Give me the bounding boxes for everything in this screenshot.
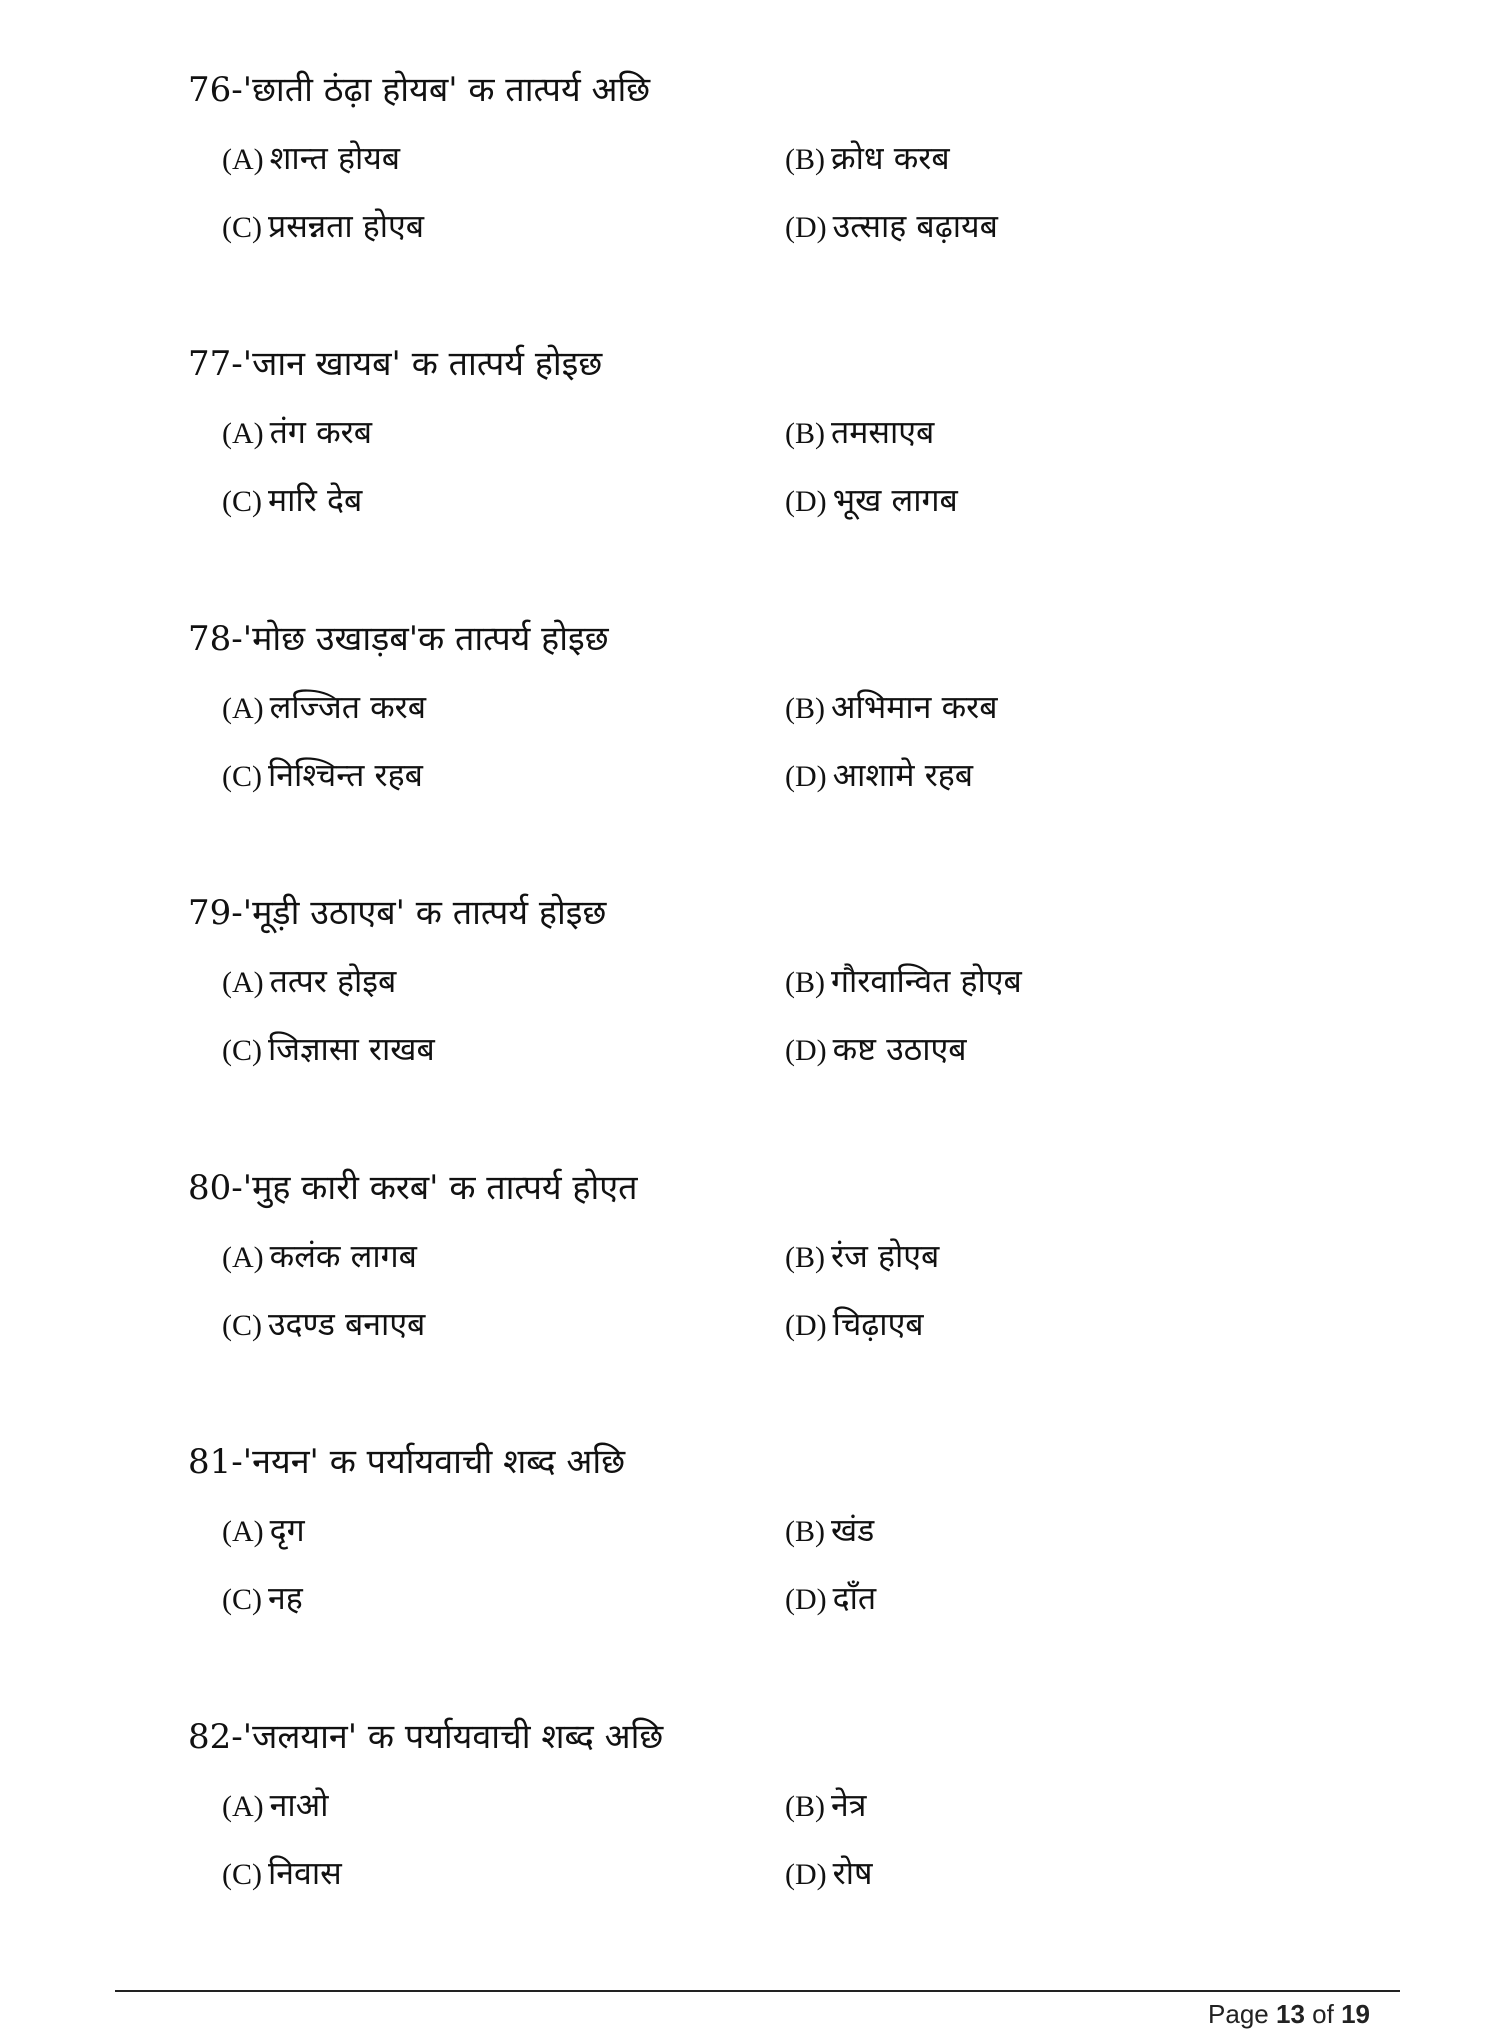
option-letter: (C) [222,1583,262,1616]
option-c [222,1576,303,1622]
option-text: लज्जित करब [269,688,427,726]
option-c [222,753,423,799]
option-text: नाओ [269,1786,329,1824]
option-b [785,685,998,731]
option-letter: (B) [785,1241,825,1274]
question-text: 80-'मुह कारी करब' क तात्पर्य होएत [188,1168,638,1208]
question-text: 76-'छाती ठंढ़ा होयब' क तात्पर्य अछि [188,70,651,110]
option-letter: (D) [785,760,827,793]
option-d [785,1027,966,1073]
option-a [222,1508,305,1554]
option-letter: (C) [222,211,262,244]
option-letter: (D) [785,211,827,244]
question-text: 77-'जान खायब' क तात्पर्य होइछ [188,344,603,384]
option-letter: (B) [785,1790,825,1823]
option-text: रंज होएब [831,1237,940,1275]
option-letter: (A) [222,1515,264,1548]
option-letter: (B) [785,966,825,999]
question-81 [188,1440,1388,1484]
option-letter: (D) [785,1583,827,1616]
option-text: गौरवान्वित होएब [831,962,1022,1000]
option-c [222,204,424,250]
option-c [222,1302,425,1348]
option-text: शान्त होयब [269,139,401,177]
page-number [1208,1998,1370,2030]
option-d [785,478,958,524]
option-letter: (C) [222,1858,262,1891]
question-text: 78-'मोछ उखाड़ब'क तात्पर्य होइछ [188,619,609,659]
option-text: जिज्ञासा राखब [268,1030,435,1068]
option-a [222,1234,417,1280]
option-text: चिढ़ाएब [832,1305,924,1343]
option-letter: (A) [222,1790,264,1823]
option-a [222,959,396,1005]
page-total: 19 [1341,1999,1370,2029]
option-text: क्रोध करब [831,139,950,177]
option-text: तत्पर होइब [269,962,397,1000]
option-text: निवास [268,1854,342,1892]
option-text: उत्साह बढ़ायब [832,207,998,245]
option-b [785,959,1022,1005]
option-letter: (B) [785,143,825,176]
page-current: 13 [1276,1999,1305,2029]
option-text: कलंक लागब [269,1237,417,1275]
option-text: उदण्ड बनाएब [268,1305,426,1343]
question-80 [188,1166,1388,1210]
option-letter: (C) [222,1309,262,1342]
option-letter: (C) [222,760,262,793]
option-letter: (D) [785,1034,827,1067]
option-text: खंड [831,1511,875,1549]
page-of: of [1312,1999,1334,2029]
option-c [222,1027,435,1073]
option-letter: (A) [222,1241,264,1274]
option-a [222,1783,328,1829]
option-text: आशामे रहब [832,756,974,794]
option-letter: (B) [785,1515,825,1548]
option-b [785,1234,939,1280]
option-d [785,1576,876,1622]
option-b [785,1508,874,1554]
option-text: दाँत [832,1579,877,1617]
option-letter: (D) [785,485,827,518]
option-letter: (D) [785,1309,827,1342]
option-letter: (A) [222,417,264,450]
option-c [222,1851,342,1897]
footer-divider [115,1990,1400,1992]
option-c [222,478,362,524]
option-d [785,753,973,799]
option-text: नह [268,1579,303,1617]
option-text: प्रसन्नता होएब [268,207,425,245]
option-text: दृग [269,1511,305,1549]
option-b [785,136,950,182]
option-letter: (B) [785,692,825,725]
option-b [785,410,934,456]
option-text: तमसाएब [831,413,935,451]
option-text: तंग करब [269,413,373,451]
option-d [785,1851,873,1897]
option-letter: (D) [785,1858,827,1891]
question-76 [188,68,1388,112]
option-text: अभिमान करब [831,688,998,726]
question-78 [188,617,1388,661]
question-82 [188,1715,1388,1759]
option-d [785,1302,924,1348]
option-text: नेत्र [831,1786,867,1824]
option-text: मारि देब [268,481,363,519]
option-a [222,685,426,731]
question-text: 81-'नयन' क पर्यायवाची शब्द अछि [188,1442,626,1482]
option-a [222,136,400,182]
page-prefix: Page [1208,1999,1269,2029]
option-text: रोष [832,1854,873,1892]
option-text: कष्ट उठाएब [832,1030,967,1068]
question-77 [188,342,1388,386]
option-letter: (A) [222,692,264,725]
option-letter: (C) [222,485,262,518]
option-b [785,1783,866,1829]
option-text: भूख लागब [832,481,958,519]
option-letter: (B) [785,417,825,450]
option-d [785,204,998,250]
option-text: निश्चिन्त रहब [268,756,423,794]
question-79 [188,891,1388,935]
option-letter: (A) [222,143,264,176]
option-a [222,410,372,456]
question-text: 82-'जलयान' क पर्यायवाची शब्द अछि [188,1717,664,1757]
option-letter: (A) [222,966,264,999]
option-letter: (C) [222,1034,262,1067]
question-text: 79-'मूड़ी उठाएब' क तात्पर्य होइछ [188,893,607,933]
